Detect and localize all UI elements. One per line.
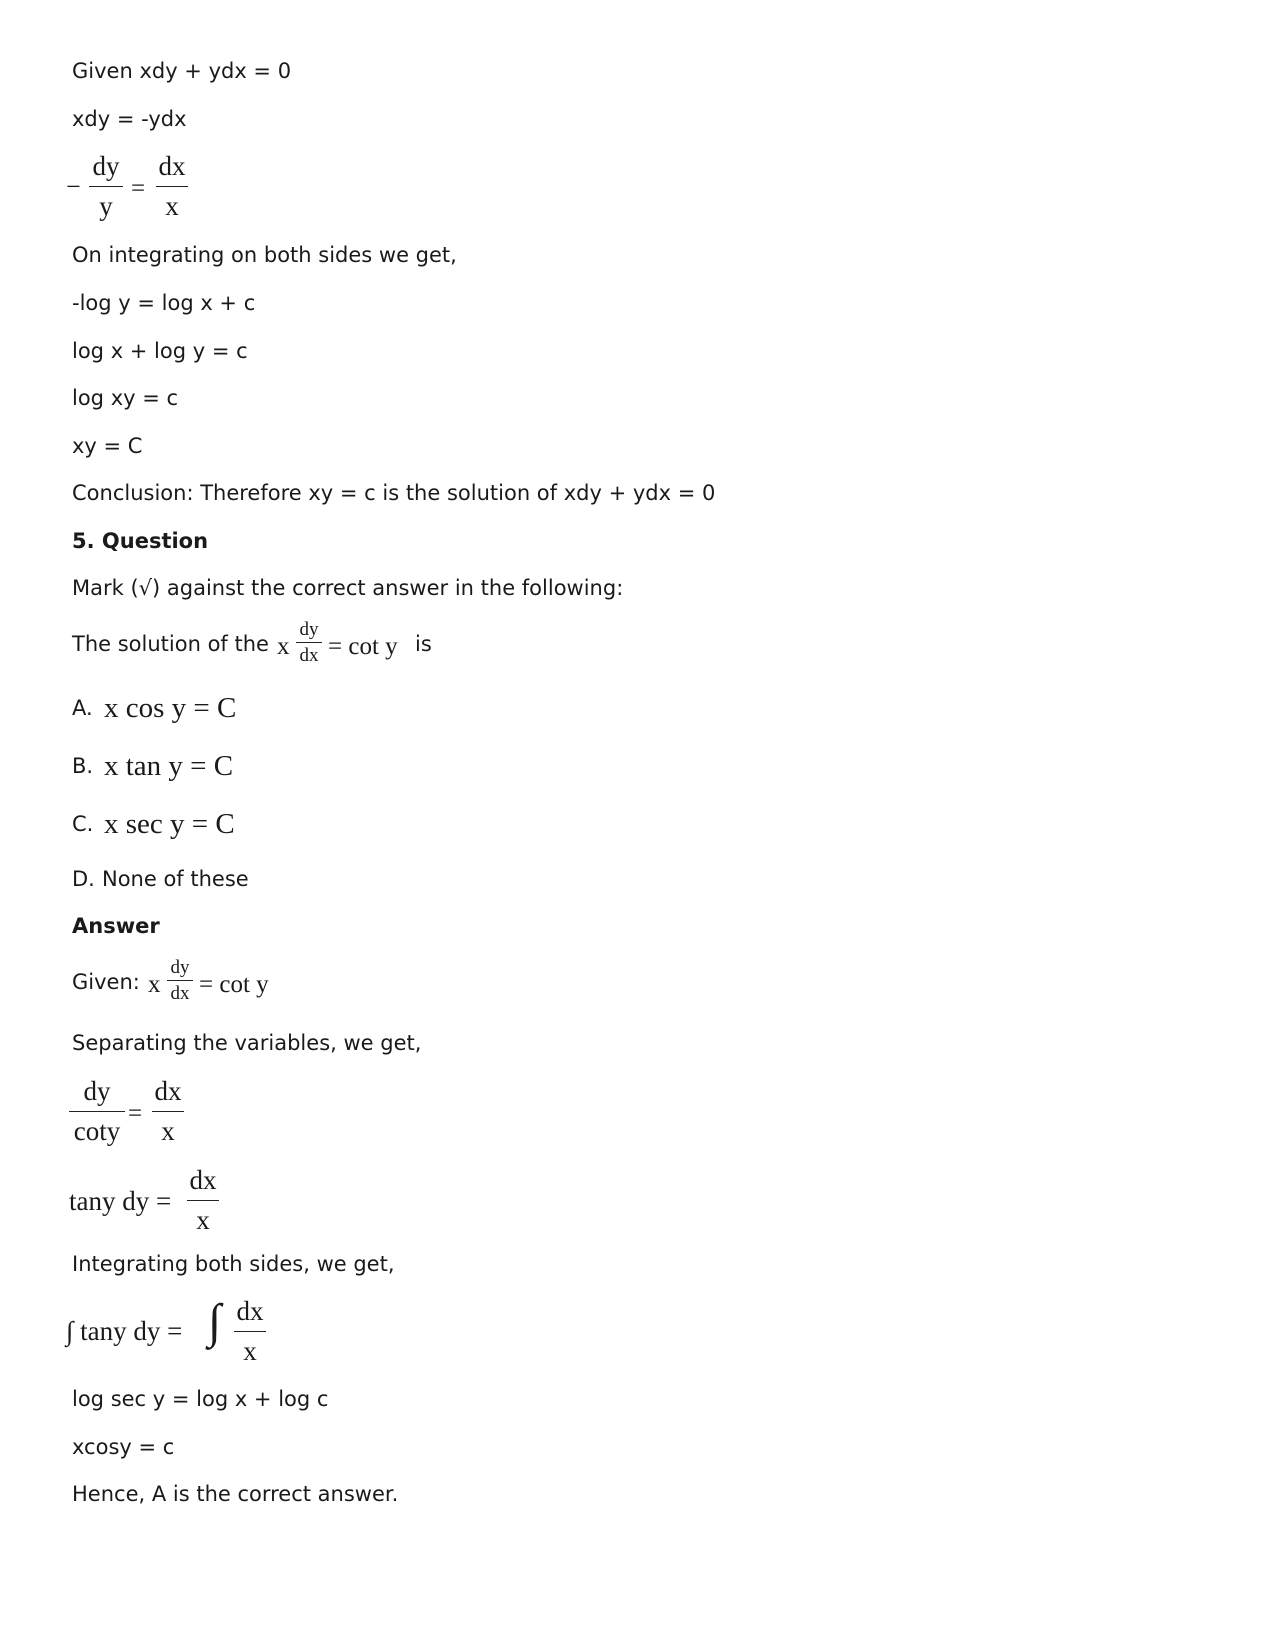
prev-step-3: log x + log y = c	[72, 339, 248, 363]
fraction-dy-over-coty: dy coty	[69, 1078, 125, 1145]
option-c-math: x sec y = C	[104, 808, 235, 840]
given-fraction-dy-dx: dy dx	[167, 958, 193, 1003]
prev-conclusion: Conclusion: Therefore xy = c is the solution of xdy + ydx = 0	[72, 481, 716, 505]
prev-step-2: -log y = log x + c	[72, 291, 256, 315]
prev-integrating-text: On integrating on both sides we get,	[72, 243, 457, 267]
stem-rhs: = cot y	[328, 633, 398, 660]
question-instruction: Mark (√) against the correct answer in the following:	[72, 576, 624, 600]
fraction-dy-over-y: dy y	[89, 153, 123, 220]
option-b-letter: B.	[72, 754, 94, 778]
question-heading: 5. Question	[72, 529, 209, 553]
fraction-dx-over-x: dx x	[156, 153, 188, 220]
prev-step-4: log xy = c	[72, 386, 179, 410]
tan-lhs: tany dy =	[69, 1186, 172, 1216]
fraction-dx-over-x: dx x	[152, 1078, 184, 1145]
separating-text: Separating the variables, we get,	[72, 1031, 422, 1055]
minus-sign: −	[66, 172, 81, 201]
equals-sign: =	[128, 1100, 143, 1127]
answer-step-1: log sec y = log x + log c	[72, 1387, 329, 1411]
fraction-dx-over-x: dx x	[187, 1167, 219, 1234]
option-a-math: x cos y = C	[104, 692, 237, 724]
option-d-letter: D.	[72, 867, 95, 891]
stem-fraction-dy-dx: dy dx	[296, 620, 322, 665]
given-x: x	[148, 971, 161, 998]
stem-x: x	[277, 633, 290, 660]
answer-heading: Answer	[72, 914, 160, 938]
prev-step-1: xdy = -ydx	[72, 107, 187, 131]
answer-step-2: xcosy = c	[72, 1435, 175, 1459]
fraction-dx-over-x: dx x	[234, 1298, 266, 1365]
given-rhs: = cot y	[199, 971, 269, 998]
integral-sign-icon: ∫	[208, 1295, 222, 1348]
stem-suffix: is	[415, 632, 432, 656]
prev-given-line: Given xdy + ydx = 0	[72, 59, 292, 83]
option-d-text: None of these	[102, 867, 249, 891]
option-b-math: x tan y = C	[104, 750, 234, 782]
prev-step-5: xy = C	[72, 434, 143, 458]
final-answer: Hence, A is the correct answer.	[72, 1482, 399, 1506]
option-c-letter: C.	[72, 812, 94, 836]
equals-sign: =	[131, 175, 146, 202]
integral-lhs: ∫ tany dy =	[66, 1316, 183, 1346]
option-a-letter: A.	[72, 696, 93, 720]
given-label: Given:	[72, 970, 140, 994]
stem-prefix: The solution of the	[72, 632, 269, 656]
integrating-text: Integrating both sides, we get,	[72, 1252, 395, 1276]
